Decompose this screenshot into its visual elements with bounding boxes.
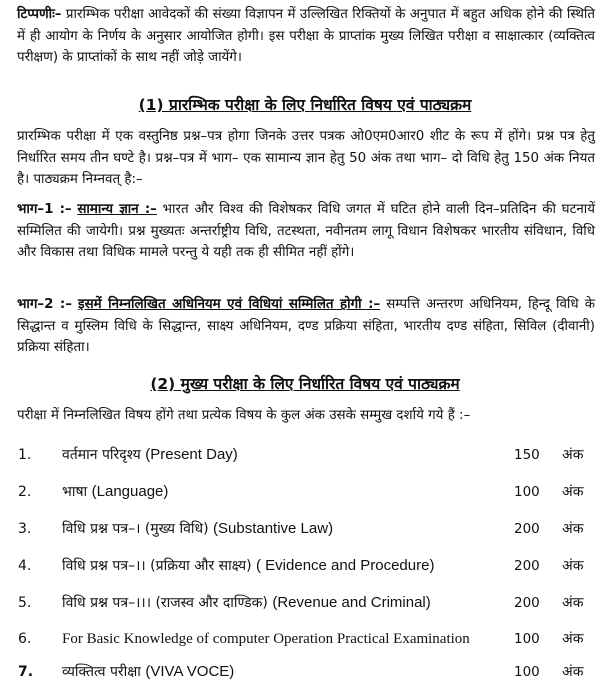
subject-row [0, 591, 610, 615]
subject-name-english: (Revenue and Criminal) [272, 594, 431, 611]
subject-name-english: (Substantive Law) [213, 520, 334, 537]
subject-marks-unit: अंक [562, 664, 584, 680]
subject-marks: 100 [514, 664, 540, 680]
note-paragraph [17, 4, 595, 69]
subject-row [0, 517, 610, 541]
subject-marks-unit: अंक [562, 595, 584, 611]
part1-text: भारत और विश्व की विशेषकर विधि जगत में घटित होने वाली दिन–प्रतिदिन की घटनायें सम्मिलित की जायेगी। प्रश्न मुख्यतः अन्तर्राष्ट्रीय विधि, तटस्थता, नवीनतम लागू विधान विशेषकर भारतीय संविधान, विधि और विकास तथा विधिक मामले परन्तु ये यही तक ही सीमित नहीं होंगे। [17, 202, 595, 260]
subject-marks-unit: अंक [562, 447, 584, 463]
section1-heading-text: (1) प्रारम्भिक परीक्षा के लिए निर्धारित विषय एवं पाठ्यक्रम [138, 96, 472, 114]
subject-name-english: (Present Day) [145, 446, 238, 463]
subject-marks-unit: अंक [562, 484, 584, 500]
subject-marks: 100 [514, 484, 540, 500]
note-label: टिप्पणीः– [17, 7, 62, 22]
section1-intro: प्रारम्भिक परीक्षा में एक वस्तुनिष्ठ प्रश्न–पत्र होगा जिनके उत्तर पत्रक ओ0एम0आर0 शीट के रूप में होंगे। प्रश्न पत्र हेतु निर्धारित समय तीन घण्टे है। प्रश्न–पत्र में भाग– एक सामान्य ज्ञान हेतु 50 अंक तथा भाग– दो विधि हेतु 150 अंक नियत है। पाठ्यक्रम निम्नवत् है:– [17, 129, 595, 187]
subject-name-english: (VIVA VOCE) [145, 663, 235, 680]
part2-title: इसमें निम्नलिखित अधिनियम एवं विधियां सम्मिलित होगी :– [78, 297, 381, 312]
note-text: प्रारम्भिक परीक्षा आवेदकों की संख्या विज्ञापन में उल्लिखित रिक्तियों के अनुपात में बहुत अधिक होने की स्थिति में ही आयोग के निर्णय के अनुसार आयोजित होगी। इस परीक्षा के प्राप्तांक मुख्य लिखित परीक्षा व साक्षात्कार (व्यक्तित्व परीक्षण) के प्राप्तांकों के साथ नहीं जोड़े जायेंगे। [17, 7, 595, 65]
subject-row [0, 443, 610, 467]
subject-marks: 200 [514, 595, 540, 611]
subject-number: 6. [18, 631, 32, 647]
section2-intro: परीक्षा में निम्नलिखित विषय होंगे तथा प्रत्येक विषय के कुल अंक उसके सम्मुख दर्शाये गये हैं :– [17, 408, 471, 423]
subject-name [62, 554, 434, 578]
subject-name [62, 480, 168, 504]
subject-name: For Basic Knowledge of computer Operation Practical Examination [62, 631, 470, 647]
subject-row [0, 660, 610, 684]
section1-heading [0, 94, 610, 116]
subject-name-english: ( Evidence and Procedure) [256, 557, 435, 574]
subject-marks-unit: अंक [562, 631, 584, 647]
subject-number: 3. [18, 521, 32, 537]
subject-row [0, 480, 610, 504]
subject-name-hindi: विधि प्रश्न पत्र–। (मुख्य विधि) [62, 521, 209, 537]
subject-name [62, 517, 333, 541]
subject-name-hindi: भाषा [62, 484, 88, 500]
subject-name-hindi: विधि प्रश्न पत्र–।। (प्रक्रिया और साक्ष्य) [62, 558, 252, 574]
subject-number: 2. [18, 484, 32, 500]
subject-marks-unit: अंक [562, 558, 584, 574]
section2-heading-text: (2) मुख्य परीक्षा के लिए निर्धारित विषय एवं पाठ्यक्रम [150, 375, 460, 393]
subject-name [62, 443, 238, 467]
subject-row [0, 554, 610, 578]
subject-number: 5. [18, 595, 32, 611]
subject-marks-unit: अंक [562, 521, 584, 537]
part2-text: सम्पत्ति अन्तरण अधिनियम, हिन्दू विधि के सिद्धान्त व मुस्लिम विधि के सिद्धान्त, साक्ष्य अधिनियम, दण्ड प्रक्रिया संहिता, भारतीय दण्ड संहिता, सिविल (दीवानी) प्रक्रिया संहिता। [17, 297, 595, 355]
section2-heading [0, 373, 610, 395]
subject-marks: 200 [514, 521, 540, 537]
part1-paragraph [17, 199, 595, 264]
subject-name-hindi: विधि प्रश्न पत्र–।।। (राजस्व और दाण्डिक) [62, 595, 268, 611]
part2-paragraph [17, 294, 595, 359]
subject-marks: 100 [514, 631, 540, 647]
subject-name-hindi: व्यक्तित्व परीक्षा [62, 664, 141, 680]
subject-name [62, 660, 234, 684]
part1-title: सामान्य ज्ञान :– [77, 202, 157, 217]
subject-number: 1. [18, 447, 32, 463]
subject-number: 4. [18, 558, 32, 574]
part2-label: भाग–2 :– [17, 297, 72, 312]
subject-name [62, 591, 431, 615]
subject-marks: 150 [514, 447, 540, 463]
part1-label: भाग–1 :– [17, 202, 72, 217]
subject-name-hindi: वर्तमान परिदृश्य [62, 447, 141, 463]
subject-number: 7. [18, 664, 34, 680]
subject-name-english: (Language) [91, 483, 169, 500]
subject-row [0, 627, 610, 651]
subject-marks: 200 [514, 558, 540, 574]
